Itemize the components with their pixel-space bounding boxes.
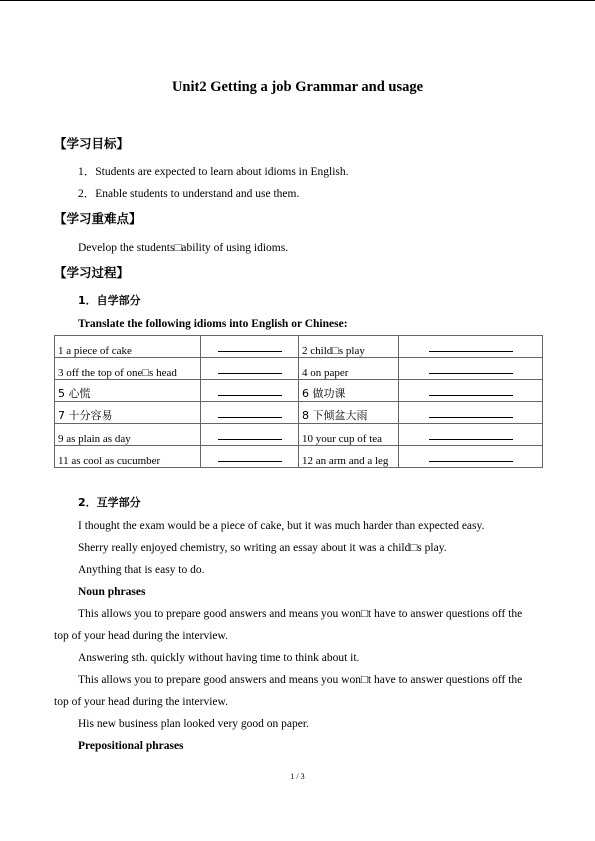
answer-blank[interactable] <box>399 380 543 402</box>
translate-instruction: Translate the following idioms into English or Chinese: <box>78 318 348 330</box>
idiom-cell: 12 an arm and a leg <box>299 446 399 468</box>
key-points-text: Develop the students□ability of using idioms. <box>78 242 289 254</box>
answer-blank[interactable] <box>201 380 299 402</box>
top-rule <box>0 0 595 1</box>
objective-item: 1．Students are expected to learn about idioms in English. <box>78 166 349 178</box>
table-row <box>55 380 543 402</box>
example-sentence: His new business plan looked very good on paper. <box>78 718 309 730</box>
definition-text: Answering sth. quickly without having time to think about it. <box>78 652 360 664</box>
idiom-cell: 2 child□s play <box>299 336 399 358</box>
answer-blank[interactable] <box>201 336 299 358</box>
answer-blank[interactable] <box>399 446 543 468</box>
table-row <box>55 358 543 380</box>
answer-blank[interactable] <box>399 358 543 380</box>
objectives-heading: 【学习目标】 <box>54 136 130 151</box>
idiom-cell: 6 做功课 <box>299 380 399 402</box>
table-row <box>55 424 543 446</box>
idiom-cell: 3 off the top of one□s head <box>55 358 201 380</box>
table-row <box>55 402 543 424</box>
objective-item: 2．Enable students to understand and use them. <box>78 188 300 200</box>
part1-label: 1．自学部分 <box>78 294 141 307</box>
idiom-cell: 7 十分容易 <box>55 402 201 424</box>
page-number: 1 / 3 <box>290 772 305 781</box>
example-sentence: Sherry really enjoyed chemistry, so writing an essay about it was a child□s play. <box>78 542 447 554</box>
table-row <box>55 336 543 358</box>
answer-blank[interactable] <box>201 358 299 380</box>
idiom-cell: 4 on paper <box>299 358 399 380</box>
idiom-cell: 10 your cup of tea <box>299 424 399 446</box>
answer-blank[interactable] <box>201 402 299 424</box>
idiom-cell: 9 as plain as day <box>55 424 201 446</box>
example-sentence: This allows you to prepare good answers and means you won□t have to answer questions off the <box>78 674 523 686</box>
example-sentence-continued: top of your head during the interview. <box>54 630 228 642</box>
key-points-heading: 【学习重难点】 <box>54 211 142 226</box>
example-sentence: I thought the exam would be a piece of cake, but it was much harder than expected easy. <box>78 520 485 532</box>
process-heading: 【学习过程】 <box>54 265 130 280</box>
answer-blank[interactable] <box>399 402 543 424</box>
idiom-table <box>54 335 543 468</box>
idiom-cell: 11 as cool as cucumber <box>55 446 201 468</box>
category-heading: Noun phrases <box>78 586 146 598</box>
idiom-cell: 5 心慌 <box>55 380 201 402</box>
answer-blank[interactable] <box>201 424 299 446</box>
answer-blank[interactable] <box>201 446 299 468</box>
example-sentence: This allows you to prepare good answers and means you won□t have to answer questions off the <box>78 608 523 620</box>
example-sentence-continued: top of your head during the interview. <box>54 696 228 708</box>
idiom-cell: 1 a piece of cake <box>55 336 201 358</box>
page-title: Unit2 Getting a job Grammar and usage <box>171 79 424 95</box>
answer-blank[interactable] <box>399 424 543 446</box>
definition-text: Anything that is easy to do. <box>78 564 205 576</box>
category-heading: Prepositional phrases <box>78 740 184 752</box>
answer-blank[interactable] <box>399 336 543 358</box>
idiom-cell: 8 下倾盆大雨 <box>299 402 399 424</box>
table-row <box>55 446 543 468</box>
part2-label: 2．互学部分 <box>78 496 141 509</box>
